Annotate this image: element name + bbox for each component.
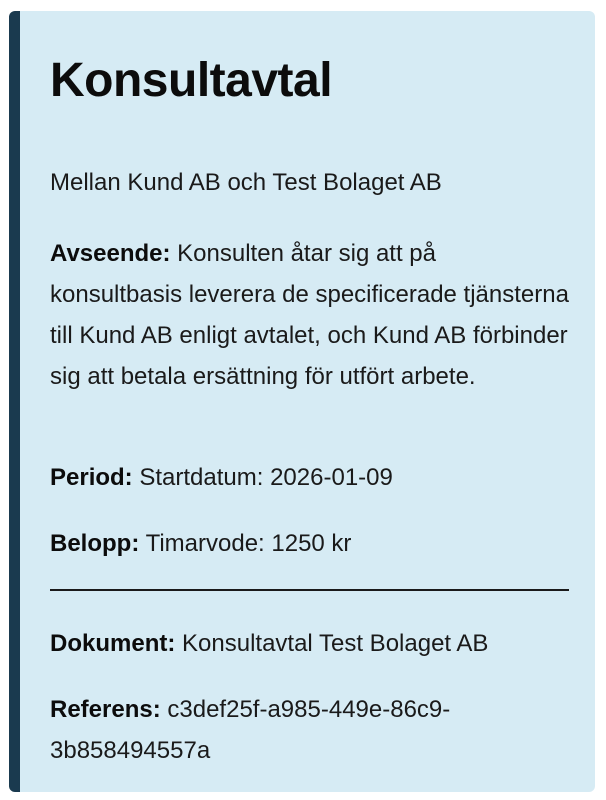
- reference-section: [50, 689, 569, 771]
- reference-text: c3def25f-a985-449e-86c9-3b858494557a: [50, 696, 451, 764]
- period-section: [50, 457, 569, 498]
- subject-label: Avseende:: [50, 240, 171, 267]
- document-text: Konsultavtal Test Bolaget AB: [182, 630, 489, 657]
- period-text: Startdatum: 2026-01-09: [139, 464, 393, 491]
- document-label: Dokument:: [50, 630, 176, 657]
- amount-section: [50, 523, 569, 564]
- contract-title: Konsultavtal: [50, 54, 333, 107]
- reference-label: Referens:: [50, 696, 161, 723]
- amount-label: Belopp:: [50, 530, 140, 557]
- contract-parties: Mellan Kund AB och Test Bolaget AB: [50, 169, 442, 196]
- period-label: Period:: [50, 464, 133, 491]
- amount-text: Timarvode: 1250 kr: [145, 530, 352, 557]
- contract-card: [9, 11, 595, 792]
- document-section: [50, 623, 569, 664]
- subject-text: Konsulten åtar sig att på konsultbasis leverera de specificerade tjänsterna till Kund AB enligt avtalet, och Kund AB förbinder sig att betala ersättning för utfört arbete.: [50, 240, 569, 390]
- subject-section: [50, 233, 569, 397]
- section-divider: [50, 589, 569, 591]
